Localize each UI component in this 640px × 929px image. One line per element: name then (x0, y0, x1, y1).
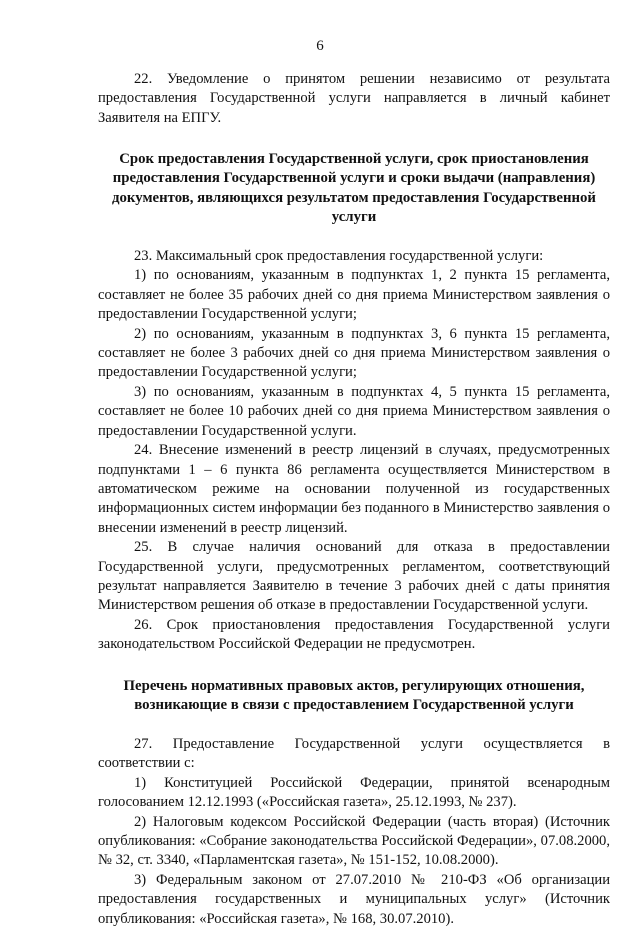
paragraph-27-item-3: 3) Федеральным законом от 27.07.2010 № 210-ФЗ «Об организации предоставления государственных и муниципальных услуг» (Источник опубликования: «Российская газета», № 168, 30.07.2010). (98, 871, 610, 927)
document-body (98, 70, 610, 929)
paragraph-27: 27. Предоставление Государственной услуги осуществляется в соответствии с: (98, 735, 610, 772)
section-heading-deadlines: Срок предоставления Государственной услуги, срок приостановления предоставления Государственной услуги и сроки выдачи (направления) документов, являющихся результатом предоставления Государственной услуги (112, 151, 596, 225)
paragraph-27-item-2: 2) Налоговым кодексом Российской Федерации (часть вторая) (Источник опубликования: «Собрание законодательства Российской Федерации», 07.08.2000, № 32, ст. 3340, «Парламентская газета», № 151-152, 10.08.2000). (98, 813, 610, 869)
section-heading-legal-acts: Перечень нормативных правовых актов, регулирующих отношения, возникающие в связи с предоставлением Государственной услуги (123, 677, 585, 713)
paragraph-23: 23. Максимальный срок предоставления государственной услуги: (134, 248, 544, 265)
paragraph-25: 25. В случае наличия оснований для отказа в предоставлении Государственной услуги, предусмотренных регламентом, соответствующий результат направляется Заявителю в течение 3 рабочих дней с даты принятия Министерством решения об отказе в предоставлении Государственной услуги. (98, 539, 610, 614)
paragraph-27-item-1: 1) Конституцией Российской Федерации, принятой всенародным голосованием 12.12.1993 («Российская газета», 25.12.1993, № 237). (98, 774, 610, 811)
paragraph-26: 26. Срок приостановления предоставления Государственной услуги законодательством Российской Федерации не предусмотрен. (98, 616, 610, 653)
paragraph-22: 22. Уведомление о принятом решении независимо от результата предоставления Государственной услуги направляется в личный кабинет Заявителя на ЕПГУ. (98, 71, 610, 126)
paragraph-24: 24. Внесение изменений в реестр лицензий в случаях, предусмотренных подпунктами 1 – 6 пункта 86 регламента осуществляется Министерством в автоматическом режиме на основании полученной из государственных информационных систем информации без поданного в Министерство заявления о внесении изменений в реестр лицензий. (98, 442, 610, 536)
page-number: 6 (316, 38, 324, 54)
paragraph-23-item-2: 2) по основаниям, указанным в подпунктах 3, 6 пункта 15 регламента, составляет не более 3 рабочих дней со дня приема Министерством заявления о предоставлении Государственной услуги; (98, 325, 610, 381)
paragraph-23-item-3: 3) по основаниям, указанным в подпунктах 4, 5 пункта 15 регламента, составляет не более 10 рабочих дней со дня приема Министерством заявления о предоставлении Государственной услуги. (98, 383, 610, 439)
paragraph-23-item-1: 1) по основаниям, указанным в подпунктах 1, 2 пункта 15 регламента, составляет не более 35 рабочих дней со дня приема Министерством заявления о предоставлении Государственной услуги; (98, 267, 610, 323)
